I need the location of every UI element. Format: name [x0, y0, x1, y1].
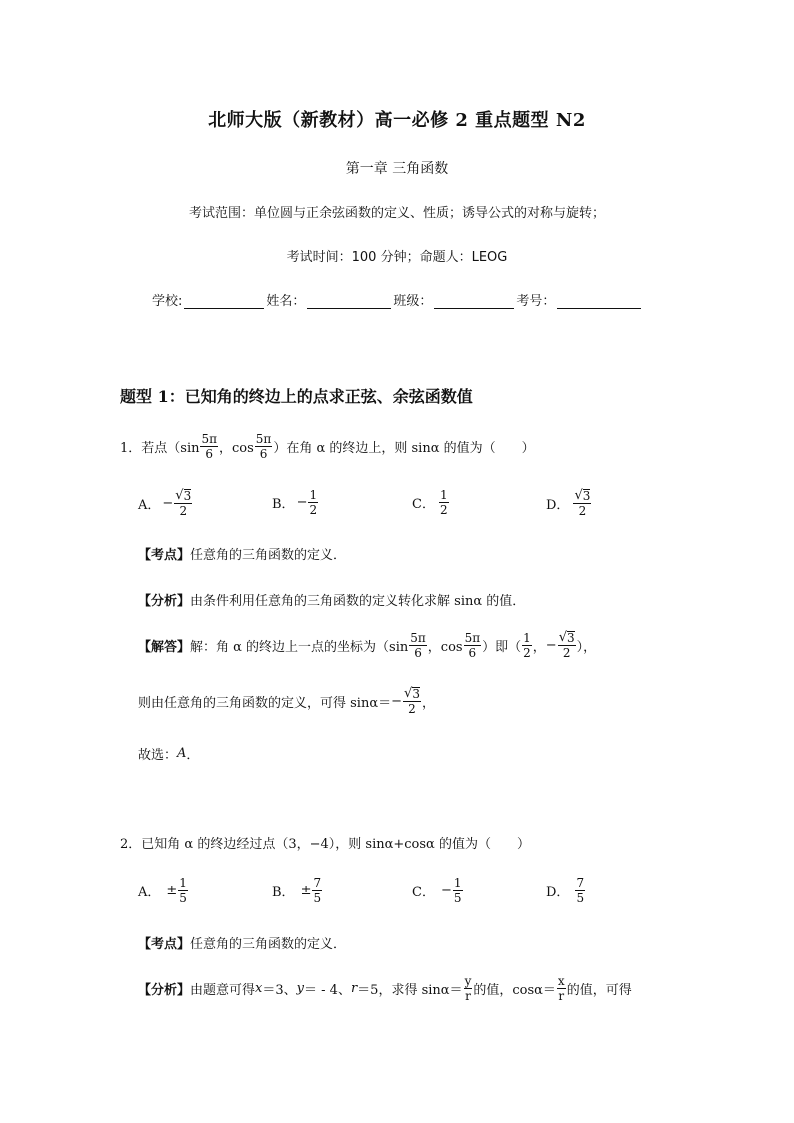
question-text: 已知角 α 的终边经过点（3，−4），则 sinα+cosα 的值为（ ） [141, 837, 530, 852]
class-label: 班级： [393, 294, 433, 309]
fraction: $\frac{5\pi}{6}$ [201, 432, 218, 461]
number-label: 考号： [516, 294, 556, 309]
option-b[interactable]: B． ± $\frac{7}{5}$ [272, 876, 322, 905]
option-d[interactable]: D． √ 3 2 [546, 488, 591, 518]
kaodian-text: 任意角的三角函数的定义． [190, 548, 347, 563]
q1-jieda: 【解答】 解：角 α 的终边上一点的坐标为（sin $\frac{5\pi}{6}$ ，cos $\frac{5\pi}{6}$ ）即（ $\frac{1}{2}$ ， − √ 3 2 ）， [138, 630, 597, 660]
question-text: 若点（sin [141, 441, 200, 456]
question-1 [120, 432, 535, 461]
q1-answer: 故选： A ． [138, 746, 200, 763]
fenxi-tag: 【分析】 [138, 594, 191, 609]
answer-label: 故选： [138, 748, 178, 763]
jieda-text: 则由任意角的三角函数的定义，可得 sinα＝ [138, 695, 392, 711]
question-text: ）在角 α 的终边上，则 sinα 的值为（ ） [273, 441, 535, 456]
name-blank[interactable] [307, 294, 391, 309]
kaodian-tag: 【考点】 [138, 937, 191, 952]
page-title: 北师大版（新教材）高一必修 2 重点题型 N2 [208, 110, 586, 131]
fenxi-tag: 【分析】 [138, 983, 191, 998]
option-a[interactable]: A． ± $\frac{1}{5}$ [138, 876, 187, 905]
school-blank[interactable] [184, 294, 264, 309]
question-text: ，cos [219, 441, 254, 456]
fenxi-text: 由题意可得 [190, 983, 256, 998]
jieda-text: ， [421, 695, 435, 711]
fraction: $\frac{5\pi}{6}$ [255, 432, 272, 461]
question-2 [120, 833, 530, 852]
exam-scope: 考试范围：单位圆与正余弦函数的定义、性质；诱导公式的对称与旋转； [188, 206, 605, 221]
option-c[interactable]: C． − $\frac{1}{5}$ [412, 876, 462, 905]
q1-jieda-line2: 则由任意角的三角函数的定义，可得 sinα＝ − √ 3 2 ， [138, 686, 435, 716]
section-title: 题型 1：已知角的终边上的点求正弦、余弦函数值 [120, 387, 473, 406]
kaodian-text: 任意角的三角函数的定义． [190, 937, 347, 952]
exam-time: 考试时间：100 分钟；命题人：LEOG [286, 250, 508, 265]
fenxi-text: 由条件利用任意角的三角函数的定义转化求解 sinα 的值． [190, 594, 526, 609]
question-number: 2． [120, 837, 142, 852]
option-b[interactable]: B． − $\frac{1}{2}$ [272, 488, 318, 517]
name-label: 姓名： [266, 294, 306, 309]
jieda-text: ）即（ [482, 639, 522, 655]
option-d[interactable]: D． $\frac{7}{5}$ [546, 876, 585, 905]
option-c[interactable]: C． $\frac{1}{2}$ [412, 488, 448, 517]
number-blank[interactable] [557, 294, 641, 309]
jieda-text: ，cos [427, 639, 463, 655]
class-blank[interactable] [434, 294, 514, 309]
question-number: 1． [120, 441, 142, 456]
kaodian-tag: 【考点】 [138, 548, 191, 563]
jieda-text: ）， [576, 639, 597, 655]
jieda-tag: 【解答】 [138, 639, 191, 655]
option-a[interactable]: A． − √ 3 2 [138, 488, 192, 518]
school-label: 学校: [152, 294, 183, 309]
q2-fenxi: 【分析】 由题意可得 x ＝3、 y ＝ - 4、 r ＝5，求得 sinα＝ $\frac{y}{r}$ 的值，cosα＝ $\frac{x}{r}$ 的值，可得 [138, 974, 632, 1003]
q2-kaodian [138, 933, 346, 952]
student-info-row [152, 290, 643, 309]
q1-fenxi [138, 590, 525, 609]
q1-kaodian [138, 544, 346, 563]
chapter-heading: 第一章 三角函数 [345, 161, 449, 177]
answer-value: A [177, 746, 187, 761]
jieda-text: 解：角 α 的终边上一点的坐标为（sin [190, 639, 409, 655]
